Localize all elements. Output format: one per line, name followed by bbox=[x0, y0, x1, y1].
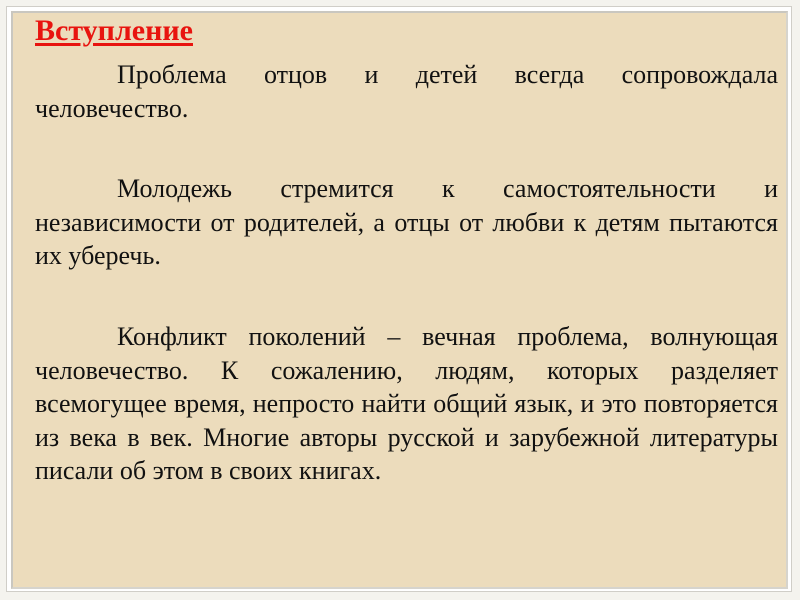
slide-title: Вступление bbox=[35, 14, 193, 47]
paragraph-1: Проблема отцов и детей всегда сопровождала человечество. bbox=[35, 60, 778, 123]
paragraph-3: Конфликт поколений – вечная проблема, волнующая человечество. К сожалению, людям, которых разделяет всемогущее время, непросто найти общий язык, и это повторяется из века в век. Многие авторы русской и зарубежной литературы писали об этом в своих книгах. bbox=[35, 321, 778, 486]
slide-body bbox=[35, 58, 778, 535]
paragraph-2: Молодежь стремится к самостоятельности и независимости от родителей, а отцы от любви к детям пытаются их уберечь. bbox=[35, 174, 778, 271]
